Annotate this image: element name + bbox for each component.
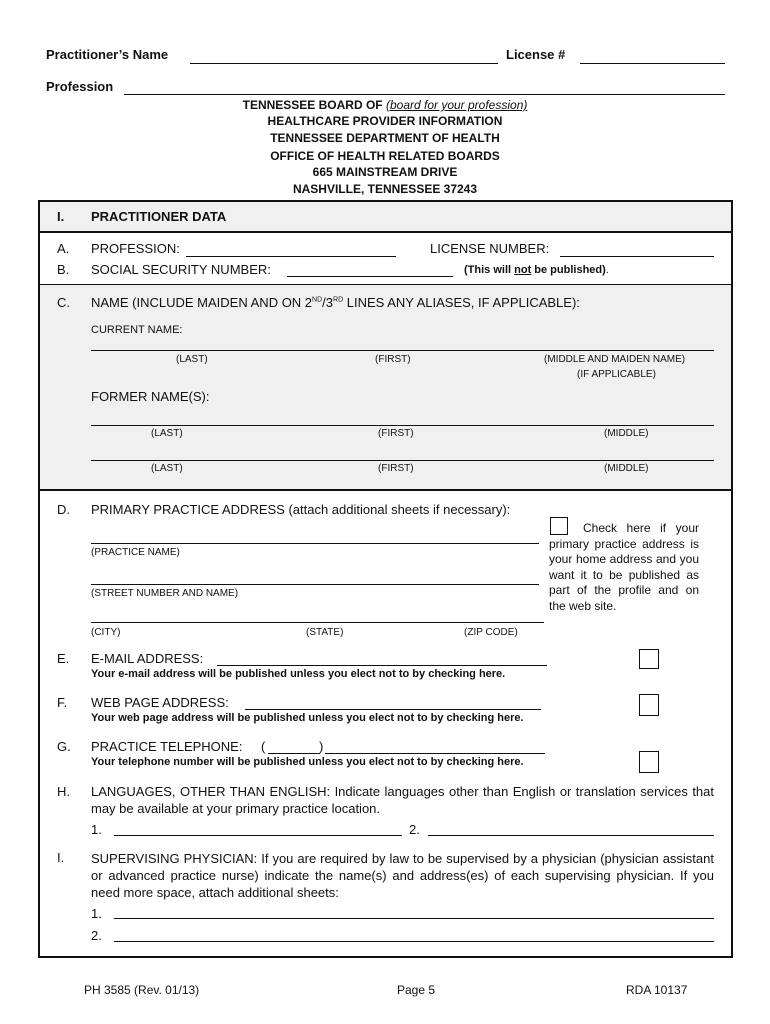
language-1-number: 1. (91, 822, 102, 837)
header-line3: TENNESSEE DEPARTMENT OF HEALTH (270, 131, 500, 145)
primary-address-label: PRIMARY PRACTICE ADDRESS (attach additional sheets if necessary): (91, 502, 511, 517)
header-line1: TENNESSEE BOARD OF (board for your profession) (242, 98, 528, 112)
email-label: E-MAIL ADDRESS: (91, 651, 204, 666)
email-optout-checkbox[interactable] (639, 649, 659, 669)
ssn-note: (This will not be published). (464, 264, 609, 276)
header-line5: 665 MAINSTREAM DRIVE (312, 165, 458, 179)
profession-field[interactable] (124, 94, 725, 95)
letter-i: I. (57, 850, 65, 865)
web-page-note: Your web page address will be published unless you elect not to by checking here. (91, 712, 524, 724)
practitioner-name-field[interactable] (190, 63, 498, 64)
city-state-zip-input[interactable] (91, 622, 544, 623)
former-name-2-input[interactable] (91, 460, 714, 461)
middle-maiden-label: (MIDDLE AND MAIDEN NAME) (544, 354, 686, 365)
former-names-label: FORMER NAME(S): (91, 389, 210, 404)
letter-f: F. (57, 695, 68, 710)
profession-input[interactable] (186, 256, 396, 257)
header-line4: OFFICE OF HEALTH RELATED BOARDS (270, 149, 500, 163)
languages-text: LANGUAGES, OTHER THAN ENGLISH: Indicate languages other than English or translation services that may be available at your primary practice location. (91, 784, 714, 816)
license-label: License # (506, 47, 566, 62)
web-optout-checkbox[interactable] (639, 694, 659, 716)
physician-2-number: 2. (91, 928, 102, 943)
middle-label: (MIDDLE) (604, 463, 649, 474)
section-number: I. (57, 209, 65, 224)
language-1-input[interactable] (114, 835, 402, 836)
telephone-input[interactable] (325, 753, 545, 754)
profession-label-a: PROFESSION: (91, 241, 180, 256)
ssn-label: SOCIAL SECURITY NUMBER: (91, 262, 271, 277)
web-page-input[interactable] (245, 709, 541, 710)
current-name-input[interactable] (91, 350, 714, 351)
last-label: (LAST) (176, 354, 208, 365)
profession-label: Profession (46, 79, 114, 94)
email-note: Your e-mail address will be published unless you elect not to by checking here. (91, 668, 506, 680)
practitioner-name-label: Practitioner’s Name (46, 47, 169, 62)
letter-b: B. (57, 262, 70, 277)
letter-e: E. (57, 651, 70, 666)
language-2-input[interactable] (428, 835, 714, 836)
license-number-input[interactable] (560, 256, 714, 257)
rda-number: RDA 10137 (626, 983, 688, 997)
license-number-label: LICENSE NUMBER: (430, 241, 550, 256)
letter-h: H. (57, 784, 70, 799)
header-line2: HEALTHCARE PROVIDER INFORMATION (267, 114, 503, 128)
last-label: (LAST) (151, 428, 183, 439)
home-address-check-text: Check here if your primary practice address is your home address and you want it to be published as part of the profile and on the web site. (549, 521, 699, 613)
first-label: (FIRST) (378, 428, 414, 439)
page-number: Page 5 (397, 983, 436, 997)
physician-2-input[interactable] (114, 941, 714, 942)
letter-a: A. (57, 241, 70, 256)
if-applicable-label: (IF APPLICABLE) (577, 369, 656, 380)
former-name-1-input[interactable] (91, 425, 714, 426)
physician-1-input[interactable] (114, 918, 714, 919)
zip-label: (ZIP CODE) (464, 627, 518, 638)
street-label: (STREET NUMBER AND NAME) (91, 588, 239, 599)
middle-label: (MIDDLE) (604, 428, 649, 439)
area-code-open: ( (261, 739, 266, 754)
ssn-input[interactable] (287, 276, 453, 277)
state-label: (STATE) (306, 627, 344, 638)
telephone-label: PRACTICE TELEPHONE: (91, 739, 243, 754)
letter-c: C. (57, 295, 70, 310)
letter-d: D. (57, 502, 70, 517)
practice-name-input[interactable] (91, 543, 539, 544)
header-line6: NASHVILLE, TENNESSEE 37243 (292, 182, 478, 196)
current-name-label: CURRENT NAME: (91, 324, 183, 336)
language-2-number: 2. (409, 822, 420, 837)
telephone-optout-checkbox[interactable] (639, 751, 659, 773)
street-input[interactable] (91, 584, 539, 585)
area-code-close: ) (319, 739, 324, 754)
section-title: PRACTITIONER DATA (91, 209, 227, 224)
board-placeholder: (board for your profession) (385, 98, 528, 112)
license-field[interactable] (580, 63, 725, 64)
physician-1-number: 1. (91, 906, 102, 921)
city-label: (CITY) (91, 627, 121, 638)
first-label: (FIRST) (378, 463, 414, 474)
email-input[interactable] (217, 665, 547, 666)
letter-g: G. (57, 739, 71, 754)
form-number: PH 3585 (Rev. 01/13) (84, 983, 200, 997)
first-label: (FIRST) (375, 354, 411, 365)
name-label: NAME (INCLUDE MAIDEN AND ON 2ND/3RD LINES ANY ALIASES, IF APPLICABLE): (91, 295, 580, 310)
telephone-note: Your telephone number will be published unless you elect not to by checking here. (91, 756, 524, 768)
supervising-physician-text: SUPERVISING PHYSICIAN: If you are required by law to be supervised by a physician (physician assistant or advanced practice nurse) indicate the name(s) and address(es) of each supervising physician. If you need more space, attach additional sheets: (91, 851, 714, 900)
last-label: (LAST) (151, 463, 183, 474)
area-code-input[interactable] (268, 753, 320, 754)
practice-name-label: (PRACTICE NAME) (91, 547, 180, 558)
web-page-label: WEB PAGE ADDRESS: (91, 695, 229, 710)
